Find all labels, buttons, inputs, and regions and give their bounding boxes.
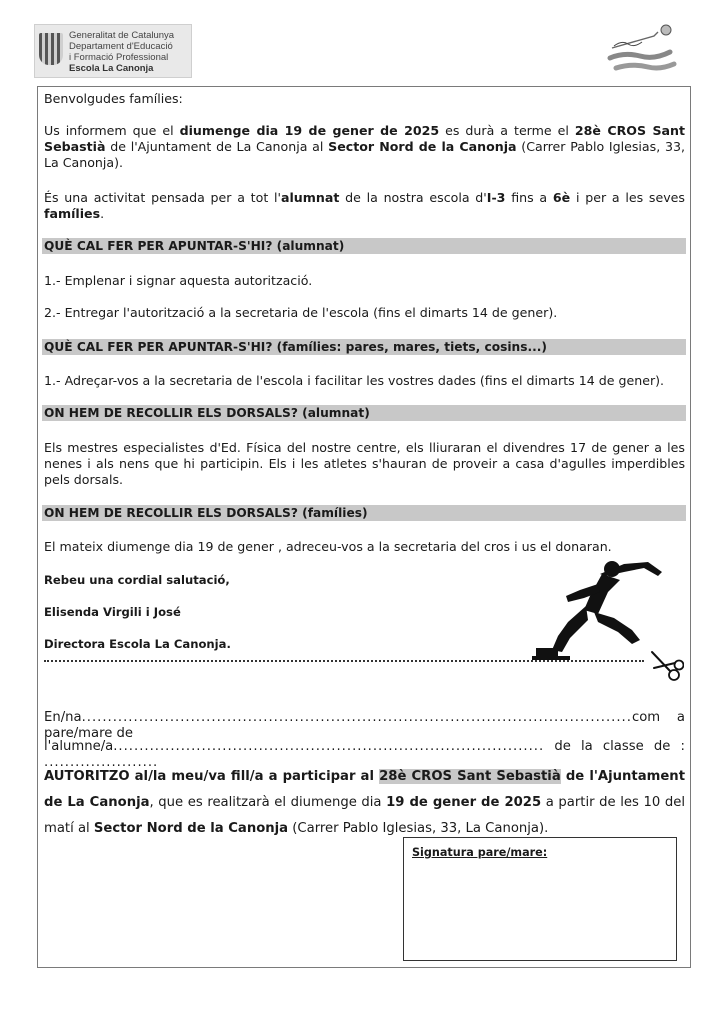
scissors-icon xyxy=(648,646,684,682)
activity-paragraph: És una activitat pensada per a tot l'alumnat de la nostra escola d'I-3 fins a 6è i per a les seves famílies. xyxy=(44,190,685,221)
school-logo xyxy=(34,24,192,78)
logo-line-3: i Formació Professional xyxy=(69,52,169,63)
signup-step-1: 1.- Emplenar i signar aquesta autorització. xyxy=(44,273,313,288)
school-name: Escola La Canonja xyxy=(69,63,154,74)
parent-signature-box[interactable] xyxy=(403,837,677,961)
bibs-students-paragraph: Els mestres especialistes d'Ed. Física del nostre centre, els lliuraran el divendres 17 de gener a les nenes i als nens que hi participin. Els i les atletes s'hauran de proveir a casa d'agulles imperdibles pels dorsals. xyxy=(44,440,685,487)
signup-step-2: 2.- Entregar l'autorització a la secretaria de l'escola (fins el dimarts 14 de gener). xyxy=(44,305,558,320)
event-name-highlight: 28è CROS Sant Sebastià xyxy=(379,769,561,784)
section-heading-signup-families: QUÈ CAL FER PER APUNTAR-S'HI? (famílies: pares, mares, tiets, cosins...) xyxy=(42,339,686,355)
cut-here-dotted-line xyxy=(44,660,644,662)
student-name-field[interactable]: ................................................................................... xyxy=(113,739,545,754)
closing-line: Rebeu una cordial salutació, xyxy=(44,573,230,587)
name-field[interactable]: .......................................................................................................... xyxy=(81,710,632,725)
signer-role: Directora Escola La Canonja. xyxy=(44,637,231,651)
form-student-line: l'alumne/a................................................................................... de la classe de : ...................... xyxy=(44,739,685,770)
form-name-line: En/na..........................................................................................................com a pare/mare de xyxy=(44,710,685,741)
signer-name: Elisenda Virgili i José xyxy=(44,605,181,619)
class-field[interactable]: ...................... xyxy=(44,755,159,770)
bibs-families-paragraph: El mateix diumenge dia 19 de gener , adreceu-vos a la secretaria del cros i us el donaran. xyxy=(44,539,612,554)
greeting: Benvolgudes famílies: xyxy=(44,91,183,106)
section-heading-bibs-students: ON HEM DE RECOLLIR ELS DORSALS? (alumnat) xyxy=(42,405,686,421)
generalitat-emblem-icon xyxy=(39,33,63,65)
logo-line-2: Departament d'Educació xyxy=(69,41,173,52)
families-step-1: 1.- Adreçar-vos a la secretaria de l'escola i facilitar les vostres dades (fins el dimarts 14 de gener). xyxy=(44,373,665,388)
intro-paragraph: Us informem que el diumenge dia 19 de gener de 2025 es durà a terme el 28è CROS Sant Sebastià de l'Ajuntament de La Canonja al Sector Nord de la Canonja (Carrer Pablo Iglesias, 33, La Canonja). xyxy=(44,123,685,170)
section-heading-signup-students: QUÈ CAL FER PER APUNTAR-S'HI? (alumnat) xyxy=(42,238,686,254)
logo-line-1: Generalitat de Catalunya xyxy=(69,30,175,41)
signature-label: Signatura pare/mare: xyxy=(412,846,548,859)
authorization-paragraph: AUTORITZO al/la meu/va fill/a a participar al 28è CROS Sant Sebastià de l'Ajuntament de La Canonja, que es realitzarà el diumenge dia 19 de gener de 2025 a partir de les 10 del matí al Sector Nord de la Canonja (Carrer Pablo Iglesias, 33, La Canonja). xyxy=(44,769,685,836)
section-heading-bibs-families: ON HEM DE RECOLLIR ELS DORSALS? (famílies) xyxy=(42,505,686,521)
corner-runner-illustration-icon xyxy=(604,22,684,76)
